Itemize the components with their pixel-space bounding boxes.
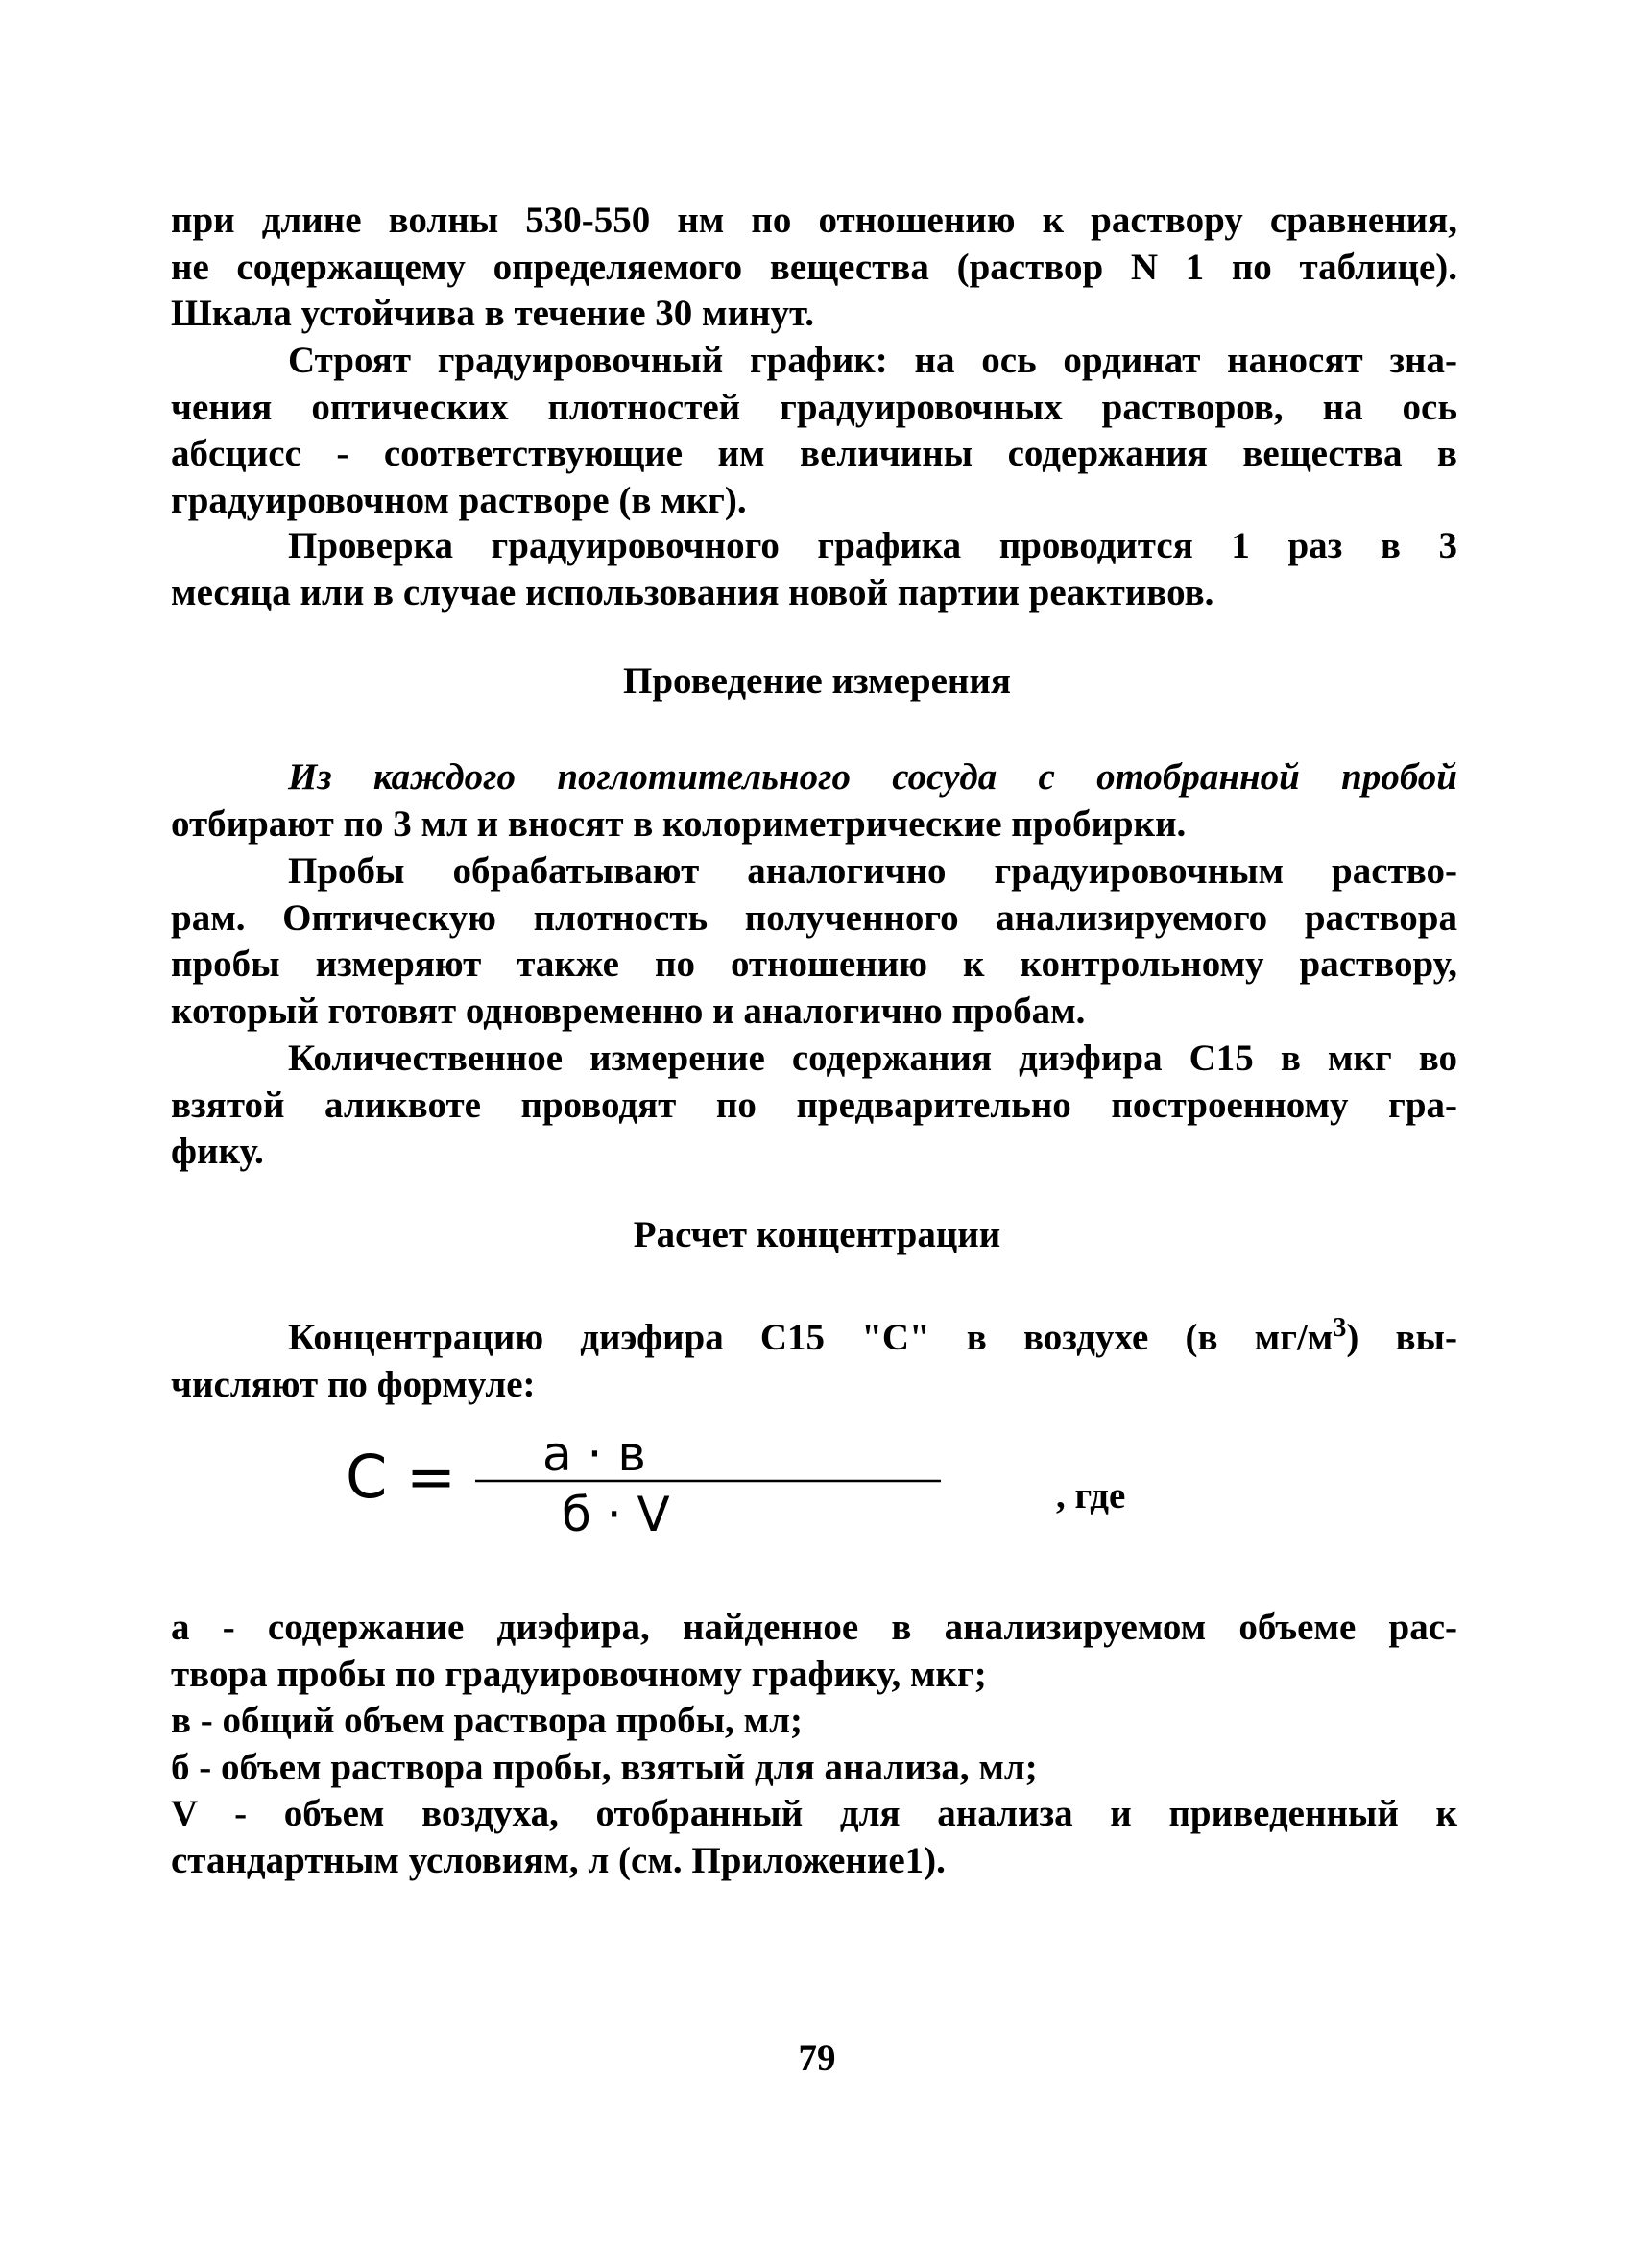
text-line: Количественное измерение содержания диэфира С15 в мкг во [288, 1038, 1457, 1079]
text-line: который готовят одновременно и аналогично пробам. [171, 990, 1086, 1032]
measurement-paragraph-1 [171, 754, 1457, 848]
text-line: абсцисс - соответствующие им величины содержания вещества в [171, 433, 1457, 474]
measurement-paragraph-2 [171, 848, 1457, 1035]
intro-paragraph [171, 198, 1457, 338]
text-line: рам. Оптическую плотность полученного анализируемого раствора [171, 896, 1457, 939]
text-line: пробы измеряют также по отношению к контрольному раствору, [171, 943, 1457, 985]
text-line: фику. [171, 1131, 264, 1172]
text-line: градуировочном растворе (в мкг). [171, 479, 747, 521]
text-line: Пробы обрабатывают аналогично градуировочным раство- [288, 850, 1457, 892]
intro-tail: ) вы- [1346, 1317, 1457, 1358]
section-heading-calculation: Расчет концентрации [633, 1214, 1001, 1255]
formula-svg [346, 1401, 960, 1555]
definition-line: стандартным условиям, л (см. Приложение1). [171, 1839, 946, 1881]
superscript: 3 [1333, 1313, 1347, 1343]
concentration-formula [346, 1401, 1210, 1555]
check-paragraph [171, 523, 1457, 616]
text-line [171, 1315, 1457, 1362]
text-line: месяца или в случае использования новой партии реактивов. [171, 571, 1214, 613]
calculation-intro [171, 1315, 1457, 1408]
text-line: числяют по формуле: [171, 1363, 536, 1405]
text-line: взятой аликвоте проводят по предварительно построенному гра- [171, 1084, 1457, 1126]
text-line: Строят градуировочный график: на ось ординат наносят зна- [288, 340, 1457, 381]
formula-numerator: а · в [542, 1426, 646, 1482]
text-line: чения оптических плотностей градуировочных растворов, на ось [171, 386, 1457, 428]
text-line: при длине волны 530-550 нм по отношению к раствору сравнения, [171, 200, 1457, 241]
graph-paragraph [171, 338, 1457, 524]
formula-lhs: С = [346, 1442, 456, 1512]
page-number: 79 [798, 2038, 836, 2079]
formula-where: , где [1056, 1475, 1126, 1516]
intro-text: Концентрацию диэфира С15 "С" в воздухе (в мг/м [288, 1317, 1334, 1358]
text-line: Шкала устойчива в течение 30 минут. [171, 293, 815, 334]
text-line: не содержащему определяемого вещества (раствор N 1 по таблице). [171, 246, 1457, 288]
definition-line: а - содержание диэфира, найденное в анализируемом объеме рас- [171, 1607, 1457, 1648]
variable-definitions [171, 1605, 1457, 1884]
text-line: Из каждого поглотительного сосуда с отобранной пробой [288, 756, 1457, 798]
section-heading-measurement: Проведение измерения [623, 660, 1011, 702]
definition-line: твора пробы по градуировочному графику, мкг; [171, 1653, 987, 1695]
definition-line: б - объем раствора пробы, взятый для анализа, мл; [171, 1746, 1038, 1788]
text-line: отбирают по 3 мл и вносят в колориметрические пробирки. [171, 802, 1187, 845]
measurement-paragraph-3 [171, 1036, 1457, 1176]
text-line: Проверка градуировочного графика проводится 1 раз в 3 [288, 525, 1457, 566]
definition-line: V - объем воздуха, отобранный для анализа и приведенный к [171, 1793, 1457, 1834]
formula-denominator: б · V [562, 1487, 670, 1542]
definition-line: в - общий объем раствора пробы, мл; [171, 1700, 803, 1741]
